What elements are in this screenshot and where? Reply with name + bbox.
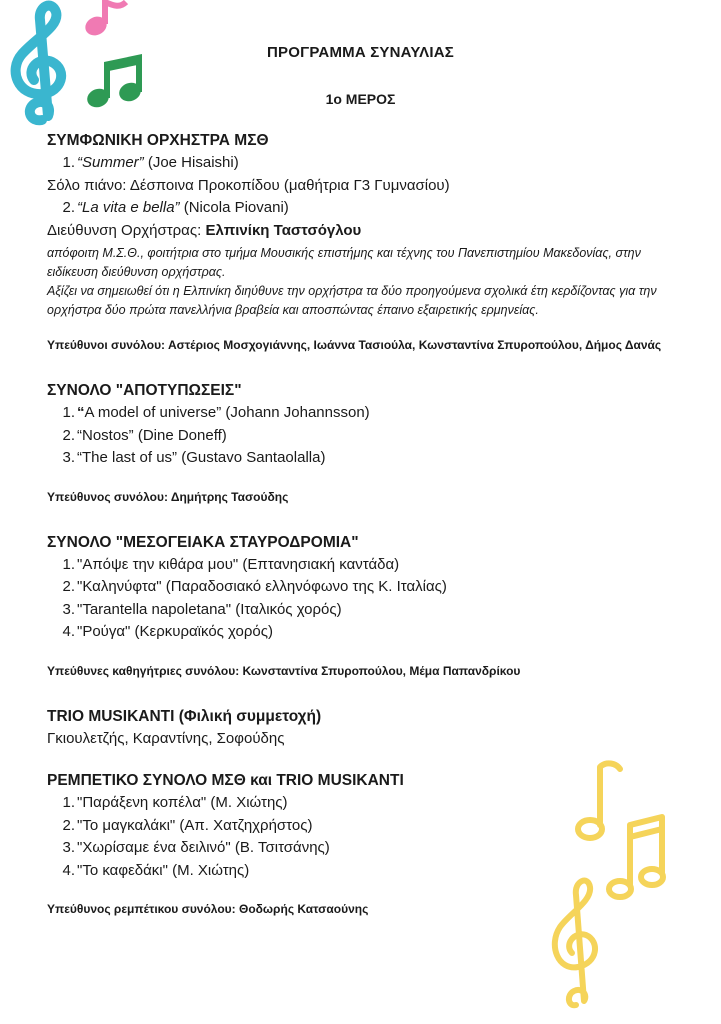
responsible-line: Υπεύθυνος ρεμπέτικου συνόλου: Θοδωρής Κατσαούνης [47,902,369,916]
section-title: ΣΥΜΦΩΝΙΚΗ ΟΡΧΗΣΤΡΑ ΜΣΘ [47,132,269,149]
responsible-line: Υπεύθυνος συνόλου: Δημήτρης Τασούδης [47,489,289,504]
list-item: 2. “Nostos” (Dine Doneff) [62,426,227,444]
section-title: ΡΕΜΠΕΤΙΚΟ ΣΥΝΟΛΟ ΜΣΘ και TRIO MUSIKANTI [47,772,404,789]
list-item: 4. "Το καφεδάκι" (Μ. Χιώτης) [62,861,250,879]
music-notes-decoration-top [0,0,160,130]
responsible-line: Υπεύθυνες καθηγήτριες συνόλου: Κωνσταντίνα Σπυροπούλου, Μέμα Παπανδρίκου [47,663,521,678]
conductor-bio: απόφοιτη Μ.Σ.Θ., φοιτήτρια στο τμήμα Μουσικής επιστήμης και τέχνης του Πανεπιστημίου Μακεδονίας, στην ειδίκευση διεύθυνση ορχήστρας. Αξίζει να σημειωθεί ότι η Ελπινίκη διηύθυνε την ορχήστρα τα δύο προηγούμενα σχολικά έτη κερδίζοντας για την ορχήστρα δύο πρώτα πανελλήνια βραβεία και αποσπώντας έπαινο εξαιρετικής ερμηνείας. [47,246,657,317]
section-title: TRIO MUSIKANTI (Φιλική συμμετοχή) [47,707,322,725]
list-item: 2. “La vita e bella” (Nicola Piovani) [62,199,289,216]
section-title: ΣΥΝΟΛΟ "ΑΠΟΤΥΠΩΣΕΙΣ" [47,382,242,399]
program-content [47,130,687,918]
page-title: ΠΡΟΓΡΑΜΜΑ ΣΥΝΑΥΛΙΑΣ [267,44,454,61]
section-apotyposeis [47,380,687,506]
list-item: 3. "Tarantella napoletana" (Ιταλικός χορός) [62,600,342,618]
section-rebetiko [47,770,687,918]
list-item: 1. “Summer” (Joe Hisaishi) [62,154,239,171]
section-trio [47,706,687,751]
section-title: ΣΥΝΟΛΟ "ΜΕΣΟΓΕΙΑΚΑ ΣΤΑΥΡΟΔΡΟΜΙΑ" [47,533,359,551]
list-item: 1. “A model of universe” (Johann Johannsson) [62,404,370,421]
list-item: 3. “The last of us” (Gustavo Santaolalla) [62,449,326,466]
list-item: 2. "Το μαγκαλάκι" (Απ. Χατζηχρήστος) [62,816,313,834]
section-orchestra [47,130,687,354]
solo-piano-line: Σόλο πιάνο: Δέσποινα Προκοπίδου (μαθήτρια Γ3 Γυμνασίου) [47,176,450,194]
part-title: 1ο ΜΕΡΟΣ [325,91,396,107]
list-item: 4. "Ρούγα" (Κερκυραϊκός χορός) [62,623,273,640]
trio-members: Γκιουλετζής, Καραντίνης, Σοφούδης [47,729,285,747]
list-item: 1. "Παράξενη κοπέλα" (Μ. Χιώτης) [62,794,288,811]
list-item: 2. "Καληνύφτα" (Παραδοσιακό ελληνόφωνο της Κ. Ιταλίας) [62,578,447,595]
conductor-line: Διεύθυνση Ορχήστρας: Ελπινίκη Ταστσόγλου [47,221,362,239]
list-item: 3. "Χωρίσαμε ένα δειλινό" (Β. Τσιτσάνης) [62,839,330,856]
section-mesogeiaka [47,532,687,680]
eighth-note-icon [82,0,126,39]
responsible-line: Υπεύθυνοι συνόλου: Αστέριος Μοσχογιάννης, Ιωάννα Τασιούλα, Κωνσταντίνα Σπυροπούλου, Δήμος Δανάς [47,338,662,352]
conductor-name: Ελπινίκη Ταστσόγλου [205,221,362,239]
list-item: 1. "Απόψε την κιθάρα μου" (Επτανησιακή καντάδα) [62,555,400,573]
